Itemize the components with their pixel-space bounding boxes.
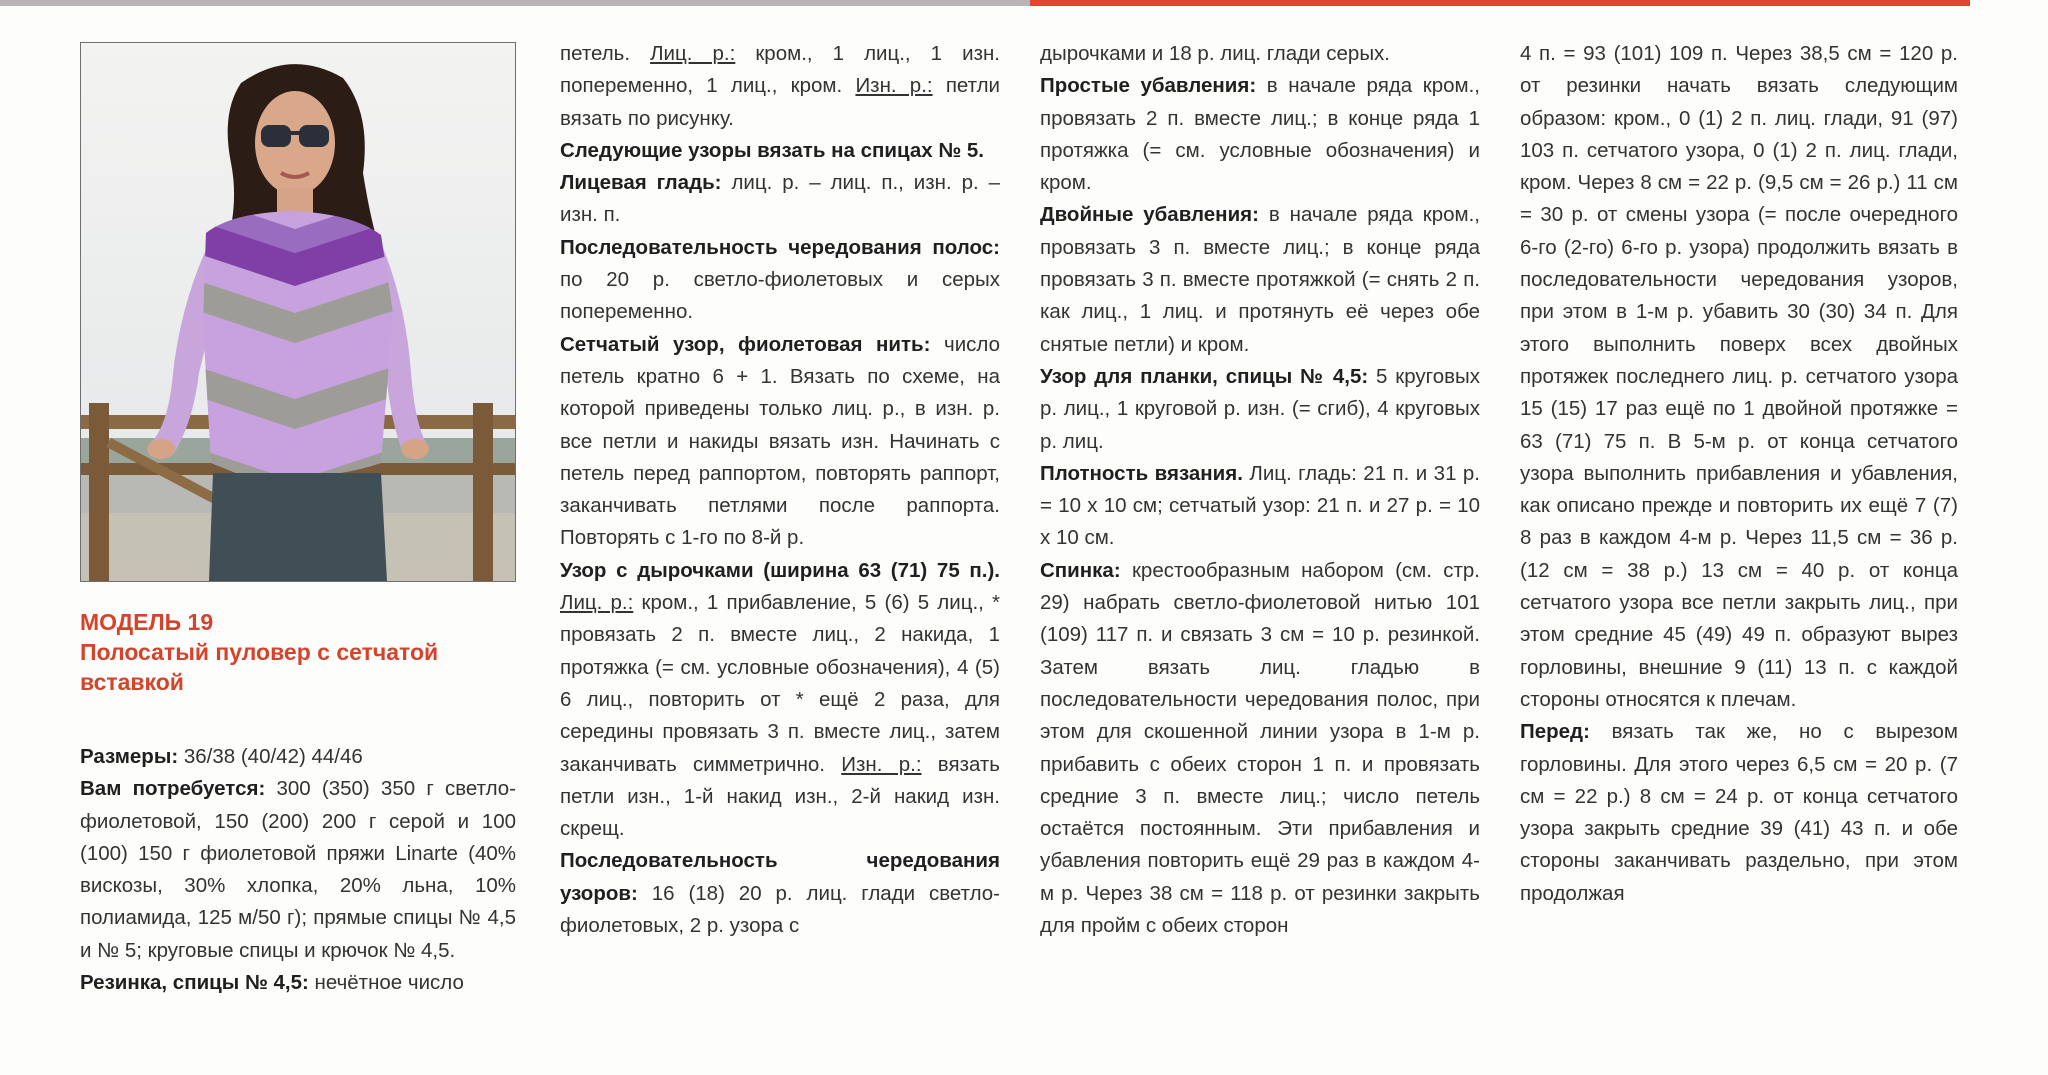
paragraph-simple-decreases [1040,70,1480,199]
text-mesh-pattern: число петель кратно 6 + 1. Вязать по схеме, на которой приведены только лиц. р., в изн. р. все петли и накиды вязать изн. Начинать с петель перед раппортом, повторять раппорт, заканчивать петлями после раппорта. Повторять с 1-го по 8-й р. [560,332,1000,550]
label-ribbing: Резинка, спицы № 4,5: [80,971,309,995]
text-ribbing-end: петли вязать по рисунку. [560,74,1001,130]
text-stockinette: лиц. р. – лиц. п., изн. р. – изн. п. [560,171,1000,227]
label-right-side-rows: Лиц. р.: [650,42,736,65]
paragraph-next-patterns [560,135,1000,167]
paragraph-eyelet-pattern [560,555,1000,846]
label-simple-decreases: Простые убавления: [1040,74,1257,98]
label-back: Спинка: [1040,558,1121,582]
text-ribbing-start: петель. [560,42,651,65]
top-bar-gray [0,0,1030,6]
paragraph-materials [80,773,516,967]
text-gauge: Лиц. гладь: 21 п. и 31 р. = 10 х 10 см; сетчатый узор: 21 п. и 27 р. = 10 х 10 см. [1040,461,1481,550]
text-column-2 [560,38,1000,942]
text-pattern-sequence: 16 (18) 20 р. лиц. глади светло-фиолетовых, 2 р. узора с [560,881,1000,938]
paragraph-front [1520,716,1958,910]
text-eyelet-wrong-rows: вязать петли изн., 1-й накид изн., 2-й накид изн. скрещ. [560,752,1000,841]
text-band-pattern: 5 круговых р. лиц., 1 круговой р. изн. (= сгиб), 4 круговых р. лиц. [1040,364,1480,453]
label-sizes: Размеры: [80,745,179,768]
text-back-cont: 4 п. = 93 (101) 109 п. Через 38,5 см = 120 р. от резинки начать вязать следующим образом: кром., 0 (1) 2 п. лиц. глади, 91 (97) 103 п. сетчатого узора, 0 (1) 2 п. лиц. глади, кром. Через 8 см = 22 р. (9,5 см = 26 р.) 11 см = 30 р. от смены узора (= после очередного 6-го (2-го) 6-го р. узора) продолжить вязать в последовательности чередования узоров, при этом в 1-м р. убавить 30 (30) 34 п. Для этого выполнить поверх всех двойных протяжек последнего лиц. р. сетчатого узора 15 (15) 17 раз ещё по 1 двойной протяжке = 63 (71) 75 п. В 5-м р. от конца сетчатого узора выполнить прибавления и убавления, как описано прежде и повторить их ещё 7 (7) 8 раз в каждом 4-м р. Через 11,5 см = 36 р. (12 см = 38 р.) 13 см = 40 р. от конца сетчатого узора все петли закрыть лиц., при этом средние 45 (49) 49 п. образуют вырез горловины, внешние 9 (11) 13 п. с каждой стороны относятся к плечам. [1520,42,1958,711]
text-column-3 [1040,38,1480,942]
label-double-decreases: Двойные убавления: [1040,203,1259,227]
text-column-1 [80,741,516,999]
text-eyelet-right-rows: кром., 1 прибавление, 5 (6) 5 лиц., * провязать 2 п. вместе лиц., 2 накида, 1 протяжка (= см. условные обозначения), 4 (5) 6 лиц., повторить от * ещё 2 раза, для середины провязать 3 п. вместе лиц., затем заканчивать симметрично. [560,591,1000,776]
paragraph-pattern-sequence [560,845,1000,942]
label-eyelet-right-rows: Лиц. р.: [560,591,634,615]
model-number: МОДЕЛЬ 19 [80,609,214,635]
paragraph-ribbing [80,967,516,999]
text-ribbing-mid: кром., 1 лиц., 1 изн. попеременно, 1 лиц., кром. [560,42,1000,98]
label-stockinette: Лицевая гладь: [560,171,722,195]
label-wrong-side-rows: Изн. р.: [855,74,933,98]
paragraph-back-cont [1520,38,1958,716]
text-front: вязать так же, но с вырезом горловины. Для этого через 6,5 см = 20 р. (7 см = 22 р.) 8 см = 24 р. от конца сетчатого узора закрыть средние 39 (41) 43 п. и обе стороны заканчивать раздельно, при этом продолжая [1520,720,1958,905]
model-title-line2: вставкой [80,669,184,695]
label-band-pattern: Узор для планки, спицы № 4,5: [1040,364,1369,388]
text-stripe-sequence: по 20 р. светло-фиолетовых и серых попеременно. [560,268,1000,324]
label-front: Перед: [1520,720,1590,744]
label-pattern-sequence: Последовательность чередования узоров: [560,849,1000,905]
paragraph-stockinette [560,167,1000,232]
paragraph-mesh-pattern [560,329,1000,555]
paragraph-pattern-sequence-cont [1040,38,1480,70]
paragraph-back [1040,555,1480,943]
paragraph-ribbing-rows [560,38,1000,135]
text-materials: 300 (350) 350 г светло-фиолетовой, 150 (200) 200 г серой и 100 (100) 150 г фиолетовой пряжи Linarte (40% вискозы, 30% хлопка, 20% льна, 10% полиамида, 125 м/50 г); прямые спицы № 4,5 и № 5; круговые спицы и крючок № 4,5. [80,777,517,962]
paragraph-double-decreases [1040,199,1480,360]
text-ribbing: нечётное число [308,971,464,995]
label-mesh-pattern: Сетчатый узор, фиолетовая нить: [560,332,931,356]
text-pattern-sequence-cont: дырочками и 18 р. лиц. глади серых. [1040,42,1391,65]
model-title-line1: Полосатый пуловер с сетчатой [80,639,439,665]
text-simple-decreases: в начале ряда кром., провязать 2 п. вместе лиц.; в конце ряда 1 протяжка (= см. условные обозначения) и кром. [1040,74,1481,195]
paragraph-band-pattern [1040,361,1480,458]
label-materials: Вам потребуется: [80,777,266,801]
model-photo [80,42,516,582]
label-stripe-sequence: Последовательность чередования полос: [560,235,1000,259]
label-next-patterns: Следующие узоры вязать на спицах № 5. [560,138,984,162]
text-column-4 [1520,38,1958,910]
text-double-decreases: в начале ряда кром., провязать 3 п. вместе лиц.; в конце ряда провязать 3 п. вместе протяжкой (= снять 2 п. как лиц., 1 лиц. и протянуть её через обе снятые петли) и кром. [1040,203,1480,356]
model-heading [80,607,520,697]
text-sizes: 36/38 (40/42) 44/46 [178,745,363,768]
paragraph-sizes [80,741,516,773]
text-back: крестообразным набором (см. стр. 29) набрать светло-фиолетовой нитью 101 (109) 117 п. и связать 3 см = 10 р. резинкой. Затем вязать лиц. гладью в последовательности чередования полос, при этом для скошенной линии узора в 1-м р. прибавить с обеих сторон 1 п. и провязать средние 3 п. вместе лиц.; число петель остаётся постоянным. Эти прибавления и убавления повторить ещё 29 раз в каждом 4-м р. Через 38 см = 118 р. от резинки закрыть для пройм с обеих сторон [1040,558,1480,938]
label-gauge: Плотность вязания. [1040,461,1243,485]
paragraph-stripe-sequence [560,232,1000,329]
paragraph-gauge [1040,458,1480,555]
label-eyelet-wrong-rows: Изн. р.: [841,752,922,776]
top-bar-red [1030,0,1970,6]
top-color-bar [0,0,2048,6]
label-eyelet-pattern: Узор с дырочками (ширина 63 (71) 75 п.). [560,558,1000,582]
model-photo-image [81,43,515,581]
